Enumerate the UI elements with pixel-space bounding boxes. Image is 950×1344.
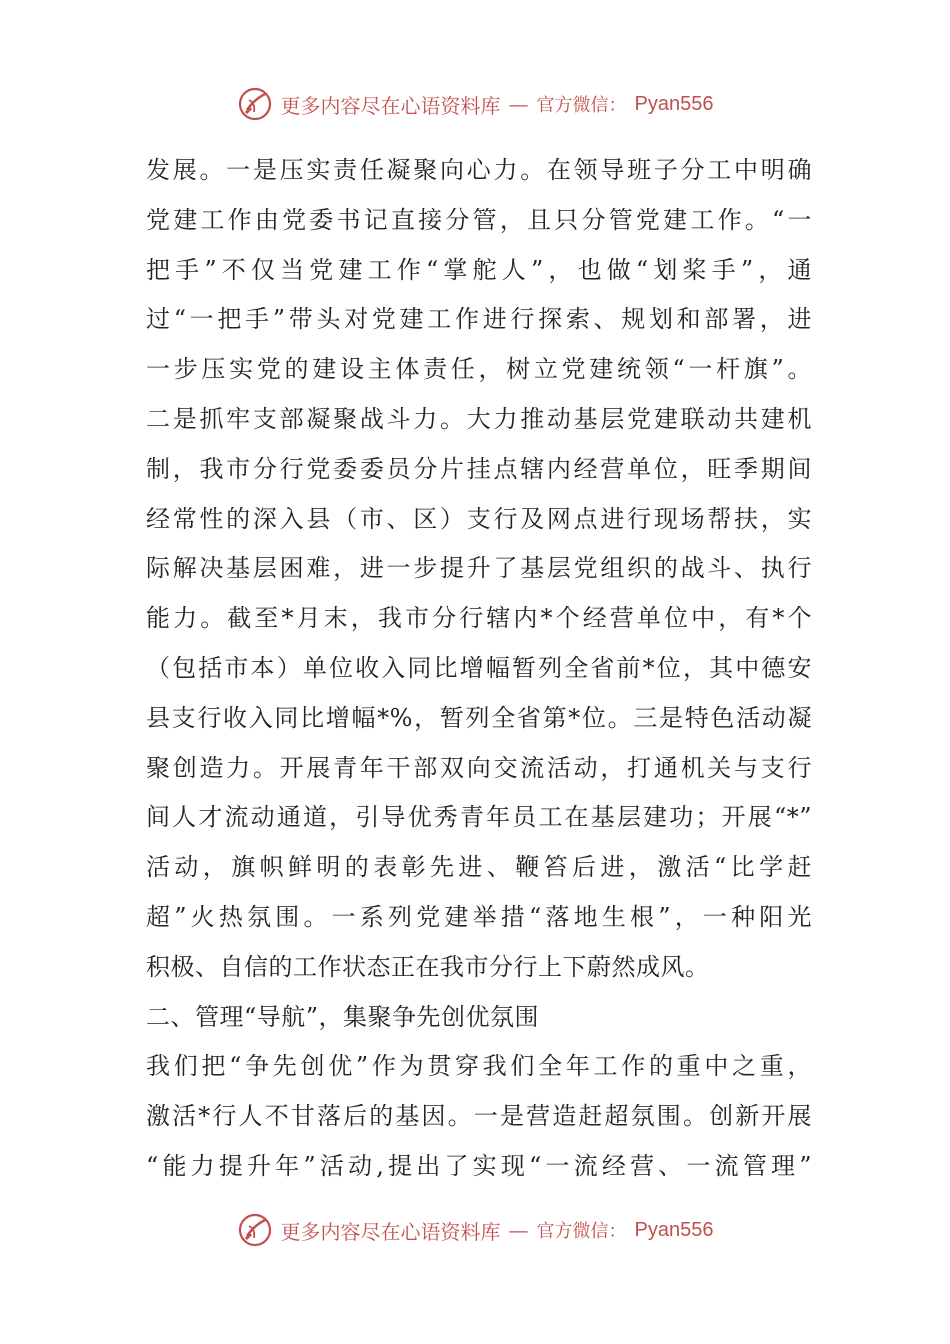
watermark-main-text: 更多内容尽在心语资料库 — [280, 93, 501, 118]
body-line: 一步压实党的建设主体责任，树立党建统领“一杆旗”。 — [146, 355, 812, 384]
document-body — [146, 146, 812, 1192]
body-line: 过“一把手”带头对党建工作进行探索、规划和部署，进 — [146, 305, 812, 334]
body-line: 活动，旗帜鲜明的表彰先进、鞭笞后进，激活“比学赶 — [146, 853, 812, 882]
watermark-wechat-id: Pyan556 — [634, 1218, 714, 1241]
body-line: 我们把“争先创优”作为贯穿我们全年工作的重中之重， — [146, 1052, 812, 1081]
body-line: “能力提升年”活动,提出了实现“一流经营、一流管理” — [146, 1151, 812, 1180]
watermark-main-text: 更多内容尽在心语资料库 — [280, 1219, 501, 1244]
body-line: 二是抓牢支部凝聚战斗力。大力推动基层党建联动共建机 — [146, 404, 812, 433]
body-line: 间人才流动通道，引导优秀青年员工在基层建功；开展“*” — [146, 803, 812, 832]
section-heading: 二、管理“导航”，集聚争先创优氛围 — [146, 1002, 540, 1031]
body-line: 激活*行人不甘落后的基因。一是营造赶超氛围。创新开展 — [146, 1102, 812, 1131]
watermark-wechat-label: 官方微信： — [536, 95, 627, 116]
header-watermark — [0, 84, 950, 124]
watermark-wechat-label: 官方微信： — [536, 1221, 627, 1242]
body-line: 经常性的深入县（市、区）支行及网点进行现场帮扶，实 — [146, 504, 812, 533]
body-line: 能力。截至*月末，我市分行辖内*个经营单位中，有*个 — [146, 604, 812, 633]
body-line: 积极、自信的工作状态正在我市分行上下蔚然成风。 — [146, 952, 710, 981]
footer-watermark — [0, 1210, 950, 1250]
body-line: 际解决基层困难，进一步提升了基层党组织的战斗、执行 — [146, 554, 812, 583]
body-line: 把手”不仅当党建工作“掌舵人”，也做“划桨手”，通 — [146, 255, 812, 284]
body-line: 发展。一是压实责任凝聚向心力。在领导班子分工中明确 — [146, 156, 812, 184]
watermark-dash: — — [508, 92, 529, 116]
body-line: （包括市本）单位收入同比增幅暂列全省前*位，其中德安 — [146, 653, 812, 682]
body-line: 党建工作由党委书记直接分管，且只分管党建工作。“一 — [146, 205, 812, 234]
body-line: 制，我市分行党委委员分片挂点辖内经营单位，旺季期间 — [146, 454, 812, 483]
body-line: 县支行收入同比增幅*%，暂列全省第*位。三是特色活动凝 — [146, 703, 812, 732]
body-line: 超”火热氛围。一系列党建举措“落地生根”，一种阳光 — [146, 902, 812, 931]
watermark-dash: — — [508, 1218, 529, 1242]
pen-logo-icon — [237, 1212, 273, 1248]
watermark-wechat-id: Pyan556 — [634, 92, 714, 115]
body-line: 聚创造力。开展青年干部双向交流活动，打通机关与支行 — [146, 753, 812, 782]
pen-logo-icon — [237, 86, 273, 122]
